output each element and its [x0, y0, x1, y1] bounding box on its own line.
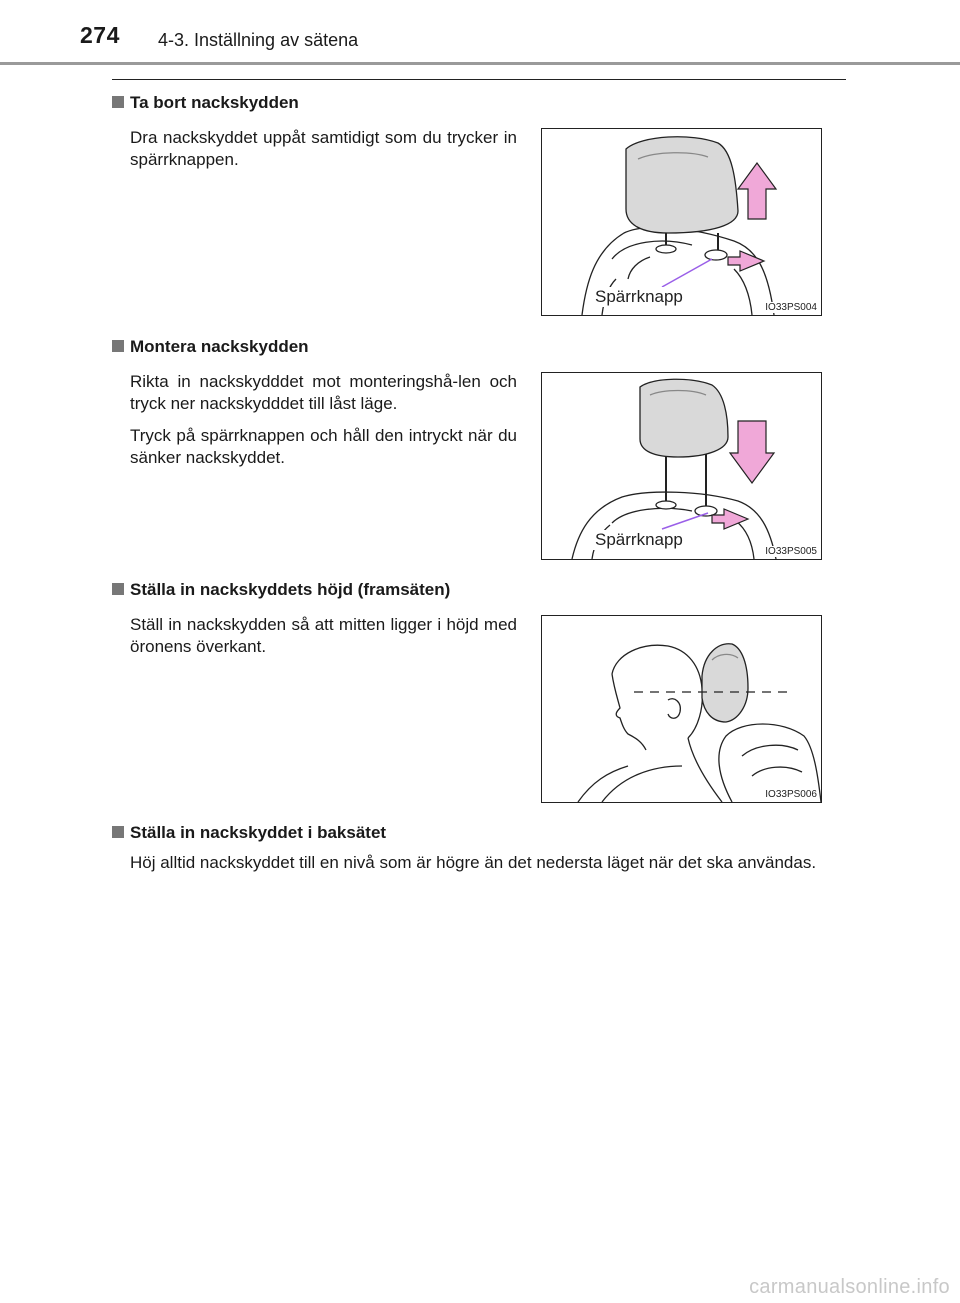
square-bullet-icon: [112, 826, 124, 838]
square-bullet-icon: [112, 340, 124, 352]
section-rule: [112, 79, 846, 80]
figure-headrest-height: [541, 615, 822, 803]
page-number: 274: [80, 22, 120, 48]
figure-code: IO33PS005: [765, 546, 817, 557]
figure-label-lock-button: Spärrknapp: [595, 287, 683, 306]
square-bullet-icon: [112, 583, 124, 595]
section-body-remove: [130, 127, 517, 181]
section-body-height-front: [130, 614, 517, 668]
figure-install-headrest: [541, 372, 822, 560]
paragraph: Höj alltid nackskyddet till en nivå som är högre än det nedersta läget när det ska användas.: [130, 853, 817, 872]
paragraph: Dra nackskyddet uppåt samtidigt som du trycker in spärrknappen.: [130, 128, 517, 169]
paragraph: Ställ in nackskydden så att mitten ligger i höjd med öronens överkant.: [130, 615, 517, 656]
chapter-title: 4-3. Inställning av sätena: [158, 30, 359, 50]
figure-code: IO33PS006: [765, 789, 817, 800]
section-title-remove: Ta bort nackskydden: [112, 93, 299, 113]
header-rule: [0, 62, 960, 65]
section-title-rear-seat: Ställa in nackskyddet i baksätet: [112, 823, 386, 843]
arrow-down-icon: [730, 421, 774, 483]
figure-label-lock-button: Spärrknapp: [595, 530, 683, 549]
arrow-up-icon: [738, 163, 776, 219]
paragraph: Rikta in nackskydddet mot monteringshå-len och tryck ner nackskydddet till låst läge.: [130, 372, 517, 413]
section-title-install: Montera nackskydden: [112, 337, 309, 357]
section-body-install: [130, 371, 517, 479]
figure-remove-headrest: [541, 128, 822, 316]
page-header: [0, 0, 960, 64]
paragraph: Tryck på spärrknappen och håll den intryckt när du sänker nackskyddet.: [130, 426, 517, 467]
footer-watermark-url[interactable]: carmanualsonline.info: [749, 1276, 950, 1298]
square-bullet-icon: [112, 96, 124, 108]
section-body-rear-seat: [130, 852, 846, 874]
figure-code: IO33PS004: [765, 302, 817, 313]
section-title-height-front: Ställa in nackskyddets höjd (framsäten): [112, 580, 450, 600]
headrest-height-illustration: [542, 616, 821, 802]
